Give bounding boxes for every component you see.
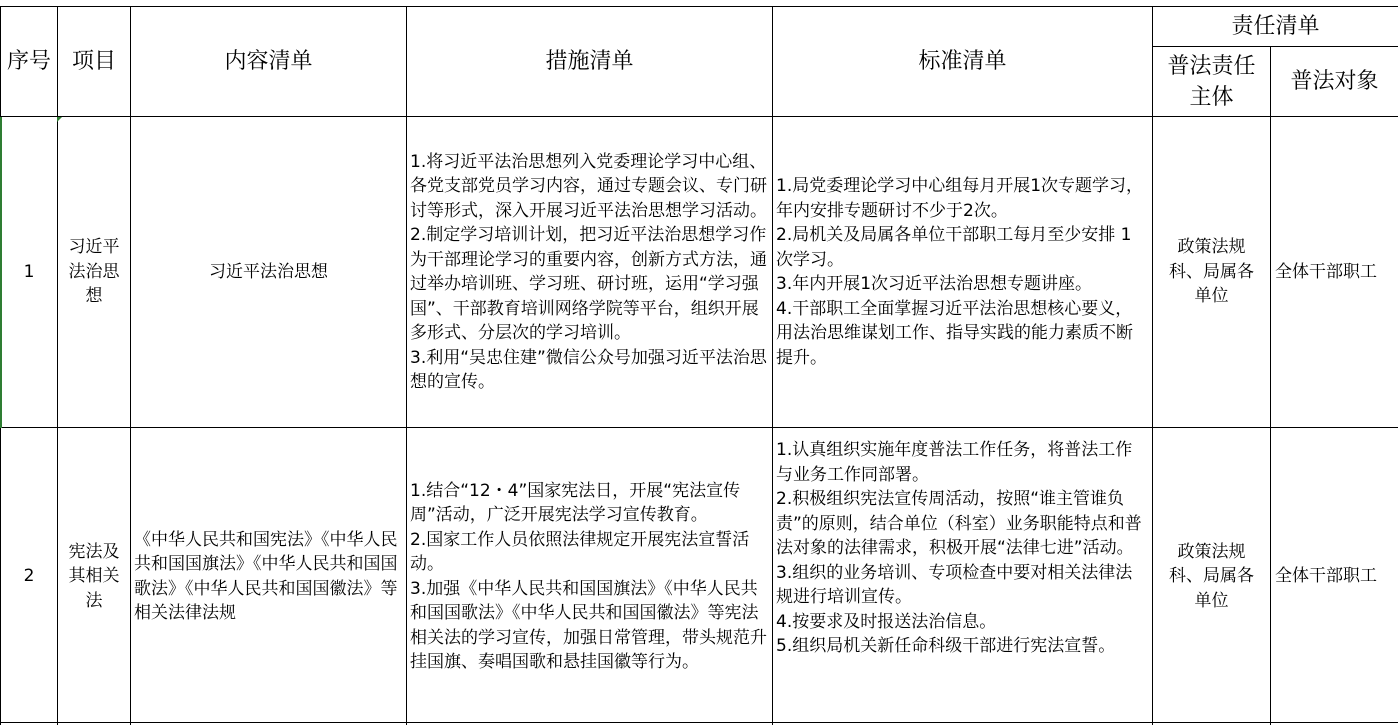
row2-subject: [1153, 428, 1271, 725]
header-responsibility: [1153, 7, 1398, 47]
row1-content: [131, 117, 407, 428]
header-target-label: 普法对象: [1290, 68, 1379, 94]
header-standard-label: 标准清单: [918, 48, 1007, 74]
row1-standard: [773, 117, 1153, 428]
header-measures: [407, 7, 773, 117]
row1-seq: [0, 117, 58, 428]
header-standard: [773, 7, 1153, 117]
header-responsibility-label: 责任清单: [1231, 13, 1320, 39]
row1-target-value: 全体干部职工: [1275, 261, 1377, 282]
row1-subject: [1153, 117, 1271, 428]
row2-measures-value: 1.结合“12・4”国家宪法日，开展“宪法宣传周”活动，广泛开展宪法学习宣传教育。 2.国家工作人员依照法律规定开展宪法宣誓活动。 3.加强《中华人民共和国国旗法》《中华人民共和国国歌法》《中华人民共和国国徽法》等宪法相关法的学习宣传，加强日常管理，带头规范升挂国旗、奏唱国歌和悬挂国徽等行为。: [410, 480, 767, 672]
row2-content-value: 《中华人民共和国宪法》《中华人民共和国国旗法》《中华人民共和国国歌法》《中华人民共和国国徽法》等相关法律法规: [134, 529, 398, 623]
row2-seq: [0, 428, 58, 725]
row2-target: [1271, 428, 1398, 725]
row1-subject-value: 政策法规科、局属各单位: [1169, 237, 1254, 307]
row1-item: [58, 117, 131, 428]
header-content-label: 内容清单: [224, 48, 313, 74]
row2-item-value: 宪法及其相关法: [68, 541, 120, 611]
row2-subject-value: 政策法规科、局属各单位: [1169, 541, 1254, 611]
row2-standard: [773, 428, 1153, 725]
row2-measures: [407, 428, 773, 725]
header-item-label: 项目: [71, 48, 116, 74]
header-subject: [1153, 47, 1271, 117]
row1-target: [1271, 117, 1398, 428]
row1-seq-value: 1: [23, 261, 35, 282]
row2-target-value: 全体干部职工: [1275, 566, 1377, 587]
row1-content-value: 习近平法治思想: [209, 261, 328, 282]
row2-seq-value: 2: [23, 566, 35, 587]
header-seq: [0, 7, 58, 117]
row1-measures: [407, 117, 773, 428]
header-target: [1271, 47, 1398, 117]
header-item: [58, 7, 131, 117]
row1-item-value: 习近平法治思想: [68, 237, 120, 307]
cell-comment-marker: [57, 117, 62, 122]
row1-measures-value: 1.将习近平法治思想列入党委理论学习中心组、各党支部党员学习内容，通过专题会议、专门研讨等形式，深入开展习近平法治思想学习活动。 2.制定学习培训计划，把习近平法治思想学习作为干部理论学习的重要内容，创新方式方法，通过举办培训班、学习班、研讨班，运用“学习强国”、干部教育培训网络学院等平台，组织开展多形式、分层次的学习培训。 3.利用“吴忠住建”微信公众号加强习近平法治思想的宣传。: [410, 151, 767, 392]
row2-content: [131, 428, 407, 725]
selected-row-indicator: [0, 117, 2, 428]
row2-standard-value: 1.认真组织实施年度普法工作任务，将普法工作与业务工作同部署。 2.积极组织宪法宣传周活动，按照“谁主管谁负责”的原则，结合单位（科室）业务职能特点和普法对象的法律需求，积极开展“法律七进”活动。 3.组织的业务培训、专项检查中要对相关法律法规进行培训宣传。 4.按要求及时报送法治信息。 5.组织局机关新任命科级干部进行宪法宣誓。: [776, 440, 1142, 656]
row2-item: [58, 428, 131, 725]
header-subject-label: 普法责任主体: [1167, 53, 1256, 110]
header-content: [131, 7, 407, 117]
header-seq-label: 序号: [6, 48, 51, 74]
header-measures-label: 措施清单: [545, 48, 634, 74]
row1-standard-value: 1.局党委理论学习中心组每月开展1次专题学习，年内安排专题研讨不少于2次。 2.局机关及局属各单位干部职工每月至少安排 1 次学习。 3.年内开展1次习近平法治思想专题讲座。 4.干部职工全面掌握习近平法治思想核心要义，用法治思维谋划工作、指导实践的能力素质不断提升。: [776, 176, 1144, 368]
table-bottom-border: [0, 722, 1398, 723]
